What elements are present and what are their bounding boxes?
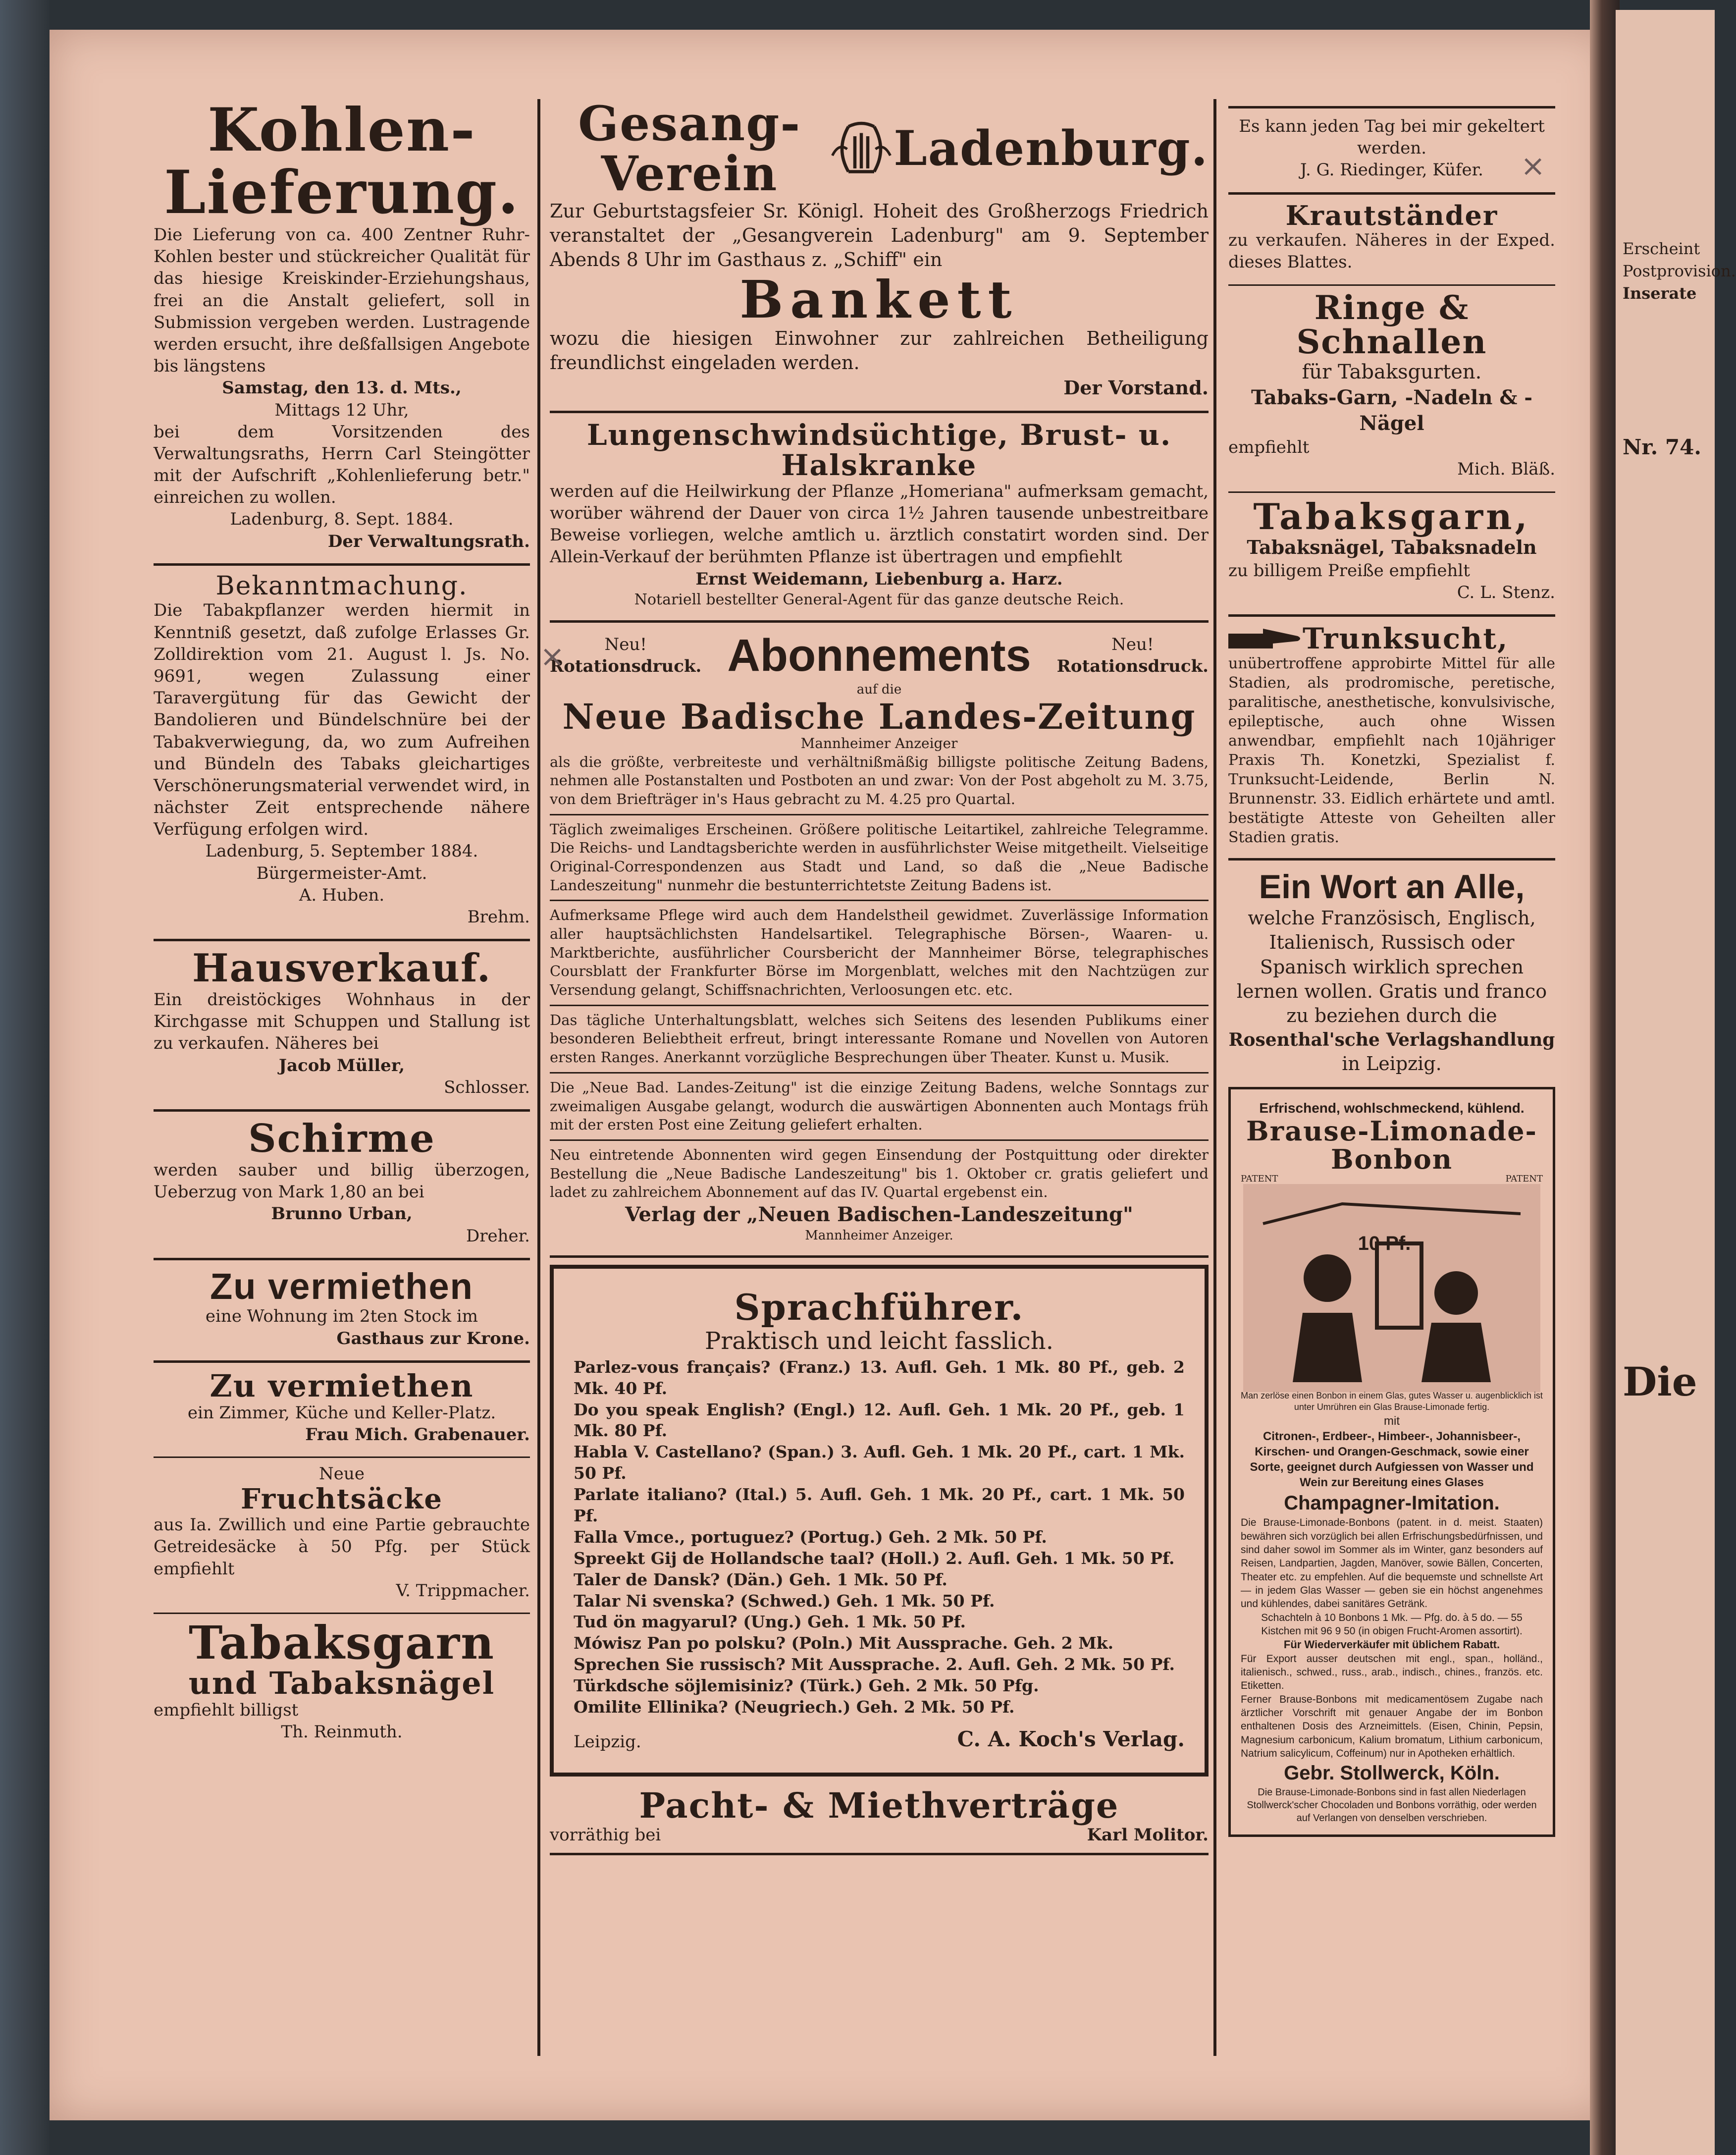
kohlen-date: Samstag, den 13. d. Mts.,	[222, 378, 462, 398]
kohlen-title: Lieferung.	[164, 158, 520, 227]
pencil-mark: ×	[1521, 149, 1546, 183]
separator	[550, 1005, 1209, 1006]
abo-publisher: Verlag der „Neuen Badischen-Landeszeitung"	[625, 1202, 1133, 1226]
separator	[154, 1109, 530, 1112]
kohlen-ad	[154, 95, 530, 552]
gesangverein-signature: Der Vorstand.	[1063, 376, 1209, 399]
separator	[550, 411, 1209, 413]
fruchtsaecke-pre: Neue	[319, 1464, 365, 1484]
pacht-body: vorräthig bei	[550, 1825, 661, 1845]
abo-publisher-sub: Mannheimer Anzeiger.	[805, 1228, 953, 1243]
next-page-line: Inserate	[1623, 283, 1697, 303]
pencil-mark: ×	[540, 639, 565, 674]
brause-title: Brause-Limonade-Bonbon	[1246, 1115, 1537, 1176]
kelter-body: Es kann jeden Tag bei mir gekeltert werden.	[1239, 116, 1545, 159]
pointing-hand-icon	[1228, 624, 1303, 653]
abo-paragraph: Die „Neue Bad. Landes-Zeitung" ist die einzige Zeitung Badens, welche Sonntags zur zweimaligen Ausgabe gelangt, wodurch die auswärtigen Abonnenten auch Montags früh mit der ersten Post eine Zeitung geliefert erhalten.	[550, 1078, 1209, 1133]
tabaksgarn-title: und Tabaksnägel	[188, 1665, 495, 1701]
separator	[1228, 491, 1555, 493]
lungen-name: Ernst Weidemann, Liebenburg a. Harz.	[695, 569, 1063, 589]
gesangverein-title: Gesang-Verein	[578, 96, 801, 202]
separator	[550, 900, 1209, 901]
brause-price: 10 Pf.	[1358, 1232, 1411, 1254]
brause-patent: PATENT	[1241, 1173, 1278, 1184]
separator	[1228, 614, 1555, 617]
ringe-line: Tabaks-Garn, -Nadeln & -Nägel	[1251, 386, 1532, 435]
abo-auf-die: auf die	[856, 682, 902, 697]
hausverkauf-job: Schlosser.	[444, 1077, 530, 1097]
column-rule	[537, 99, 540, 2056]
schirme-job: Dreher.	[466, 1226, 530, 1246]
wort-publisher: Rosenthal'sche Verlagshandlung	[1228, 1029, 1555, 1050]
vermiethen-body: ein Zimmer, Küche und Keller-Platz.	[187, 1402, 496, 1423]
separator	[1228, 106, 1555, 108]
separator	[154, 939, 530, 941]
brause-ferner: Ferner Brause-Bonbons mit medicamentösem Zugabe nach ärztlicher Vorschrift mit genauer Angabe der im Bonbon enthaltenen Dosis des Arzneimittels. (Eisen, Chinin, Pepsin, Magnesium carbonicum, Kalium bromatum, Lithium carbonicum, Natrium salicylicum, Coffeinum) nur in Apotheken erhältlich.	[1241, 1693, 1543, 1759]
vermiethen-place: Gasthaus zur Krone.	[336, 1328, 530, 1348]
wort-ad	[1228, 867, 1555, 1076]
bekanntmachung-name: A. Huben.	[299, 885, 385, 905]
abo-neu: Neu!	[1111, 635, 1154, 655]
wort-title: Ein Wort an Alle,	[1259, 867, 1525, 906]
column-rule	[1213, 99, 1216, 2056]
column-3	[1228, 99, 1555, 1848]
sprach-item: Do you speak English? (Engl.) 12. Aufl. Geh. 1 Mk. 20 Pf., geb. 1 Mk. 80 Pf.	[574, 1400, 1185, 1441]
bekanntmachung-office: Bürgermeister-Amt.	[256, 863, 427, 883]
bekanntmachung-title: Bekanntmachung.	[215, 571, 468, 601]
kohlen-time: Mittags 12 Uhr,	[274, 400, 409, 420]
sprach-subtitle: Praktisch und leicht fasslich.	[705, 1327, 1053, 1355]
abo-paragraph: als die größte, verbreiteste und verhältnißmäßig billigste politische Zeitung Badens, nehmen alle Postanstalten und Postboten an und zwar: Von der Post abgeholt zu M. 3.75, von dem Briefträger in's Haus gebracht zu M. 4.25 pro Quartal.	[550, 753, 1209, 808]
page-gutter	[1590, 0, 1620, 2155]
abo-paragraph: Das tägliche Unterhaltungsblatt, welches sich Seitens des lesenden Publikums einer besonderen Beliebtheit erfreut, bringt interessante Romane und Novellen von Autoren ersten Ranges. Anerkannt vorzügliche Besprechungen über Theater. Kunst u. Musik.	[550, 1011, 1209, 1066]
tabaksgarn-title: Tabaksgarn	[188, 1616, 495, 1670]
kelter-ad	[1228, 115, 1555, 181]
separator	[154, 1456, 530, 1458]
vermiethen-title: Zu vermiethen	[210, 1265, 473, 1307]
bekanntmachung-ad	[154, 573, 530, 928]
separator	[550, 1072, 1209, 1074]
lungen-note: Notariell bestellter General-Agent für das ganze deutsche Reich.	[634, 591, 1124, 608]
gesangverein-ad	[550, 96, 1209, 400]
bekanntmachung-body: Die Tabakpflanzer werden hiermit in Kenntniß gesetzt, daß zufolge Erlasses Gr. Zolldirektion vom 21. August l. Js. No. 9691, wegen Zulassung einer Taravergütung für das Gewicht der Bandolieren und Bündelschnüre bei der Tabakverwiegung, da, wo zum Aufreihen und Bündeln des Tabaks gleichartiges Verschönerungsmaterial verwendet wird, in nächster Zeit entsprechende nähere Verfügung erfolgen wird.	[154, 600, 530, 840]
separator	[550, 1139, 1209, 1141]
schirme-body: werden sauber und billig überzogen, Ueberzug von Mark 1,80 an bei	[154, 1160, 530, 1202]
tabaksgarn-sub: Tabaksnägel, Tabaksnadeln	[1247, 536, 1537, 559]
kohlen-title: Kohlen-	[208, 95, 476, 165]
dwarves-illustration	[1241, 1184, 1543, 1392]
gesangverein-body: wozu die hiesigen Einwohner zur zahlreichen Betheiligung freundlichst eingeladen werden.	[550, 327, 1209, 374]
hausverkauf-body: Ein dreistöckiges Wohnhaus in der Kirchgasse mit Schuppen und Stallung ist zu verkaufen. Näheres bei	[154, 990, 530, 1054]
brause-prices: Schachteln à 10 Bonbons 1 Mk. — Pfg. do. à 5 do. — 55 Kistchen mit 96 9 50 (in obigen Frucht-Aromen assortirt).	[1261, 1612, 1523, 1637]
abonnements-ad	[550, 630, 1209, 1244]
separator	[1228, 192, 1555, 195]
schirme-title: Schirme	[248, 1116, 435, 1162]
ringe-body: empfiehlt	[1228, 437, 1310, 458]
vermiethen-ad-1	[154, 1267, 530, 1349]
ringe-sub: für Tabaksgurten.	[1302, 361, 1482, 384]
trunksucht-title: Trunksucht,	[1303, 621, 1509, 655]
kohlen-body: Die Lieferung von ca. 400 Zentner Ruhr-Kohlen bester und stückreicher Qualität für das hiesige Kreiskinder-Erziehungshaus, frei an die Anstalt geliefert, soll in Submission vergeben werden. Lustragende werden ersucht, ihre deßfallsigen Angebote bis längstens	[154, 225, 530, 377]
abo-paper-title: Neue Badische Landes-Zeitung	[562, 696, 1196, 737]
ringe-name: Mich. Bläß.	[1457, 459, 1555, 480]
lungen-ad	[550, 420, 1209, 609]
sprach-item: Sprechen Sie russisch? Mit Aussprache. 2. Aufl. Geh. 2 Mk. 50 Pf.	[574, 1655, 1175, 1674]
schirme-name: Brunno Urban,	[271, 1204, 413, 1224]
lungen-title: Lungenschwindsüchtige, Brust- u. Halskranke	[586, 418, 1172, 483]
sprach-item: Omilite Ellinika? (Neugriech.) Geh. 2 Mk. 50 Pf.	[574, 1697, 1015, 1717]
brause-caption: Man zerlöse einen Bonbon in einem Glas, gutes Wasser u. augenblicklich ist unter Umrühren ein Glas Brause-Limonade fertig.	[1241, 1390, 1543, 1412]
sprach-list	[574, 1357, 1185, 1718]
abo-rotation: Rotationsdruck.	[550, 656, 702, 677]
abo-paragraph: Aufmerksame Pflege wird auch dem Handelstheil gewidmet. Zuverlässige Information aller hauptsächlichsten Handelsartikel. Telegraphische Börsen-, Waaren- u. Marktberichte, ausführlicher Coursbericht der Mannheimer Börse, telegraphisches Coursblatt der Frankfurter Börse im Morgenblatt, welches mit den Nachtzügen zur Versendung gelangt, Schiffsnachrichten, Verloosungen etc. etc.	[550, 907, 1209, 999]
sprach-item: Türkdsche söjlemisiniz? (Türk.) Geh. 2 Mk. 50 Pfg.	[574, 1676, 1039, 1696]
trunksucht-body: unübertroffene approbirte Mittel für alle Stadien, als prodromische, peretische, paralitische, anesthetische, konvulsivische, epileptische, auch ohne Wissen anwendbar, empfiehlt nach 10jähriger Praxis Th. Konetzki, Spezialist f. Trunksucht-Leidende, Berlin N. Brunnenstr. 33. Eidlich erhärtete und amtl. bestätigte Atteste von Geheilten aller Stadien gratis.	[1228, 654, 1555, 846]
separator	[154, 1360, 530, 1363]
kraut-body: zu verkaufen. Näheres in der Exped. dieses Blattes.	[1228, 230, 1555, 272]
brause-mit: mit	[1384, 1414, 1400, 1428]
brause-champagner: Champagner-Imitation.	[1284, 1492, 1500, 1514]
kohlen-signature: Der Verwaltungsrath.	[327, 531, 530, 551]
sprachfuehrer-ad	[550, 1265, 1209, 1777]
sprach-item: Mówisz Pan po polsku? (Poln.) Mit Aussprache. Geh. 2 Mk.	[574, 1633, 1114, 1653]
trunksucht-ad	[1228, 621, 1555, 847]
separator	[154, 1258, 530, 1260]
next-page-issue: Nr. 74.	[1623, 435, 1701, 460]
hausverkauf-title: Hausverkauf.	[192, 946, 492, 991]
vermiethen-title: Zu vermiethen	[210, 1367, 474, 1404]
vermiethen-ad-2	[154, 1367, 530, 1446]
separator	[154, 563, 530, 566]
brause-patent: PATENT	[1505, 1173, 1543, 1184]
book-binding	[0, 0, 50, 2155]
abo-sub: Mannheimer Anzeiger	[800, 735, 958, 752]
tabaksgarn-ad-1	[154, 1616, 530, 1743]
separator	[550, 1853, 1209, 1855]
brause-flavors: Citronen-, Erdbeer-, Himbeer-, Johannisbeer-, Kirschen- und Orangen-Geschmack, sowie einer Sorte, geeignet durch Aufgiessen von Wasser und Wein zur Bereitung eines Glases	[1250, 1429, 1534, 1490]
sprach-item: Parlez-vous français? (Franz.) 13. Aufl. Geh. 1 Mk. 80 Pf., geb. 2 Mk. 40 Pf.	[574, 1357, 1185, 1398]
separator	[154, 1613, 530, 1614]
vermiethen-body: eine Wohnung im 2ten Stock im	[205, 1306, 478, 1327]
bankett-title: Bankett	[739, 269, 1019, 330]
next-page-line: Erscheint	[1623, 239, 1700, 258]
hausverkauf-name: Jacob Müller,	[278, 1055, 405, 1076]
fruchtsaecke-title: Fruchtsäcke	[240, 1483, 443, 1516]
hausverkauf-ad	[154, 948, 530, 1098]
brause-company: Gebr. Stollwerck, Köln.	[1284, 1762, 1500, 1784]
fruchtsaecke-body: aus Ia. Zwillich und eine Partie gebrauchte Getreidesäcke à 50 Pfg. per Stück empfiehlt	[154, 1515, 530, 1579]
ringe-title: Ringe & Schnallen	[1296, 288, 1487, 361]
sprach-item: Taler de Dansk? (Dän.) Geh. 1 Mk. 50 Pf.	[574, 1569, 947, 1589]
column-1	[154, 95, 530, 1754]
sprach-publisher: C. A. Koch's Verlag.	[957, 1726, 1185, 1751]
separator	[550, 620, 1209, 623]
sprach-place: Leipzig.	[574, 1732, 641, 1752]
fruchtsaecke-ad	[154, 1463, 530, 1602]
sprach-item: Falla Vmce., portuguez? (Portug.) Geh. 2 Mk. 50 Pf.	[574, 1527, 1047, 1547]
wort-place: in Leipzig.	[1342, 1052, 1442, 1075]
next-page-heading: Die	[1623, 1358, 1697, 1405]
next-page-edge	[1616, 10, 1736, 2155]
bekanntmachung-name2: Brehm.	[467, 907, 530, 927]
gesangverein-body: Zur Geburtstagsfeier Sr. Königl. Hoheit des Großherzogs Friedrich veranstaltet der „Gesangverein Ladenburg" am 9. September Abends 8 Uhr im Gasthaus z. „Schiff" ein	[550, 200, 1209, 271]
brause-body: Die Brause-Limonade-Bonbons (patent. in d. meist. Staaten) bewähren sich vorzüglich bei allen Erfrischungsbedürfnissen, und sind daher sowol im Sommer als im Winter, ganz besonders auf Reisen, Landpartien, Jagden, Manöver, sowie Bällen, Concerten, Theater etc. zu empfehlen. Auf die bequemste und schnellste Art — in jedem Glas Wasser — geben sie ein höchst angenehmes und kühlendes, dabei sanitäres Getränk.	[1241, 1517, 1543, 1610]
pacht-name: Karl Molitor.	[1087, 1825, 1209, 1845]
ringe-ad	[1228, 288, 1555, 481]
sprach-item: Tud ön magyarul? (Ung.) Geh. 1 Mk. 50 Pf.	[574, 1612, 966, 1632]
schirme-ad	[154, 1116, 530, 1247]
tabaksgarn-body: zu billigem Preiße empfiehlt	[1228, 560, 1470, 581]
tabaksgarn-name: Th. Reinmuth.	[281, 1722, 403, 1742]
separator	[550, 814, 1209, 815]
sprach-item: Parlate italiano? (Ital.) 5. Aufl. Geh. 1 Mk. 20 Pf., cart. 1 Mk. 50 Pf.	[574, 1485, 1185, 1525]
separator	[1228, 284, 1555, 286]
bekanntmachung-place-date: Ladenburg, 5. September 1884.	[205, 841, 478, 862]
kohlen-place-date: Ladenburg, 8. Sept. 1884.	[230, 509, 454, 530]
abo-paragraph: Täglich zweimaliges Erscheinen. Größere politische Leitartikel, zahlreiche Telegramme. Die Reichs- und Landtagsberichte werden in ausführlichster Weise mitgetheilt. Vielseitige Original-Correspondenzen aus Stadt und Land, so daß die „Neue Badische Landeszeitung" nunmehr die bestunterrichtetste Zeitung Badens ist.	[550, 820, 1209, 894]
kohlen-body: bei dem Vorsitzenden des Verwaltungsraths, Herrn Carl Steingötter mit der Aufschrift „Kohlenlieferung betr." einreichen zu wollen.	[154, 422, 530, 508]
krautstaender-ad	[1228, 199, 1555, 273]
separator	[550, 1255, 1209, 1258]
lungen-body: werden auf die Heilwirkung der Pflanze „Homeriana" aufmerksam gemacht, worüber während der Dauer von circa 1½ Jahren tausende unbestreitbare Beweise vorliegen, welche amtlich u. ärztlich constatirt worden sind. Der Allein-Verkauf der berühmten Pflanze ist übertragen und empfiehlt	[550, 481, 1209, 567]
vermiethen-name: Frau Mich. Grabenauer.	[305, 1425, 530, 1445]
next-page-line: Postprovision.	[1623, 261, 1736, 280]
pacht-ad	[550, 1787, 1209, 1855]
fruchtsaecke-name: V. Trippmacher.	[396, 1580, 530, 1601]
abo-paragraph: Neu eintretende Abonnenten wird gegen Einsendung der Postquittung oder direkter Bestellung die „Neue Badische Landeszeitung" bis 1. Oktober cr. gratis geliefert und ladet zu zahlreichem Abonnement auf das IV. Quartal ergebenst ein.	[550, 1146, 1209, 1201]
gesangverein-title: Ladenburg.	[894, 120, 1209, 177]
kraut-title: Krautständer	[1285, 199, 1498, 231]
tabaksgarn-title: Tabaksgarn,	[1253, 495, 1530, 538]
sprach-item: Spreekt Gij de Hollandsche taal? (Holl.) 2. Aufl. Geh. 1 Mk. 50 Pf.	[574, 1548, 1175, 1568]
brause-export: Für Export ausser deutschen mit engl., span., holländ., italienisch., schwed., russ., arab., indisch., chines., französ. etc. Etiketten.	[1241, 1653, 1543, 1692]
sprach-item: Talar Ni svenska? (Schwed.) Geh. 1 Mk. 50 Pf.	[574, 1591, 995, 1611]
tabaksgarn-name: C. L. Stenz.	[1457, 582, 1555, 602]
abo-title: Abonnements	[727, 630, 1031, 681]
kelter-name: J. G. Riedinger, Küfer.	[1300, 160, 1483, 180]
separator	[1228, 858, 1555, 861]
lyre-icon	[829, 117, 894, 181]
brause-footer: Die Brause-Limonade-Bonbons sind in fast allen Niederlagen Stollwerck'scher Chocoladen und Bonbons vorräthig, oder werden auf Verlangen von denselben verschrieben.	[1247, 1787, 1537, 1824]
sprach-title: Sprachführer.	[734, 1286, 1024, 1328]
pacht-title: Pacht- & Miethverträge	[639, 1785, 1119, 1827]
column-2	[550, 96, 1209, 1866]
wort-body: welche Französisch, Englisch, Italienisch, Russisch oder Spanisch wirklich sprechen lernen wollen. Gratis und franco zu beziehen durch die	[1236, 907, 1547, 1027]
tabaksgarn-ad-2	[1228, 495, 1555, 603]
abo-rotation: Rotationsdruck.	[1056, 656, 1209, 677]
brause-top: Erfrischend, wohlschmeckend, kühlend.	[1259, 1100, 1525, 1116]
abo-neu: Neu!	[604, 635, 647, 655]
brause-resale: Für Wiederverkäufer mit üblichem Rabatt.	[1283, 1638, 1500, 1651]
sprach-item: Habla V. Castellano? (Span.) 3. Aufl. Geh. 1 Mk. 20 Pf., cart. 1 Mk. 50 Pf.	[574, 1442, 1185, 1483]
brause-ad	[1228, 1087, 1555, 1837]
tabaksgarn-body: empfiehlt billigst	[154, 1700, 299, 1720]
